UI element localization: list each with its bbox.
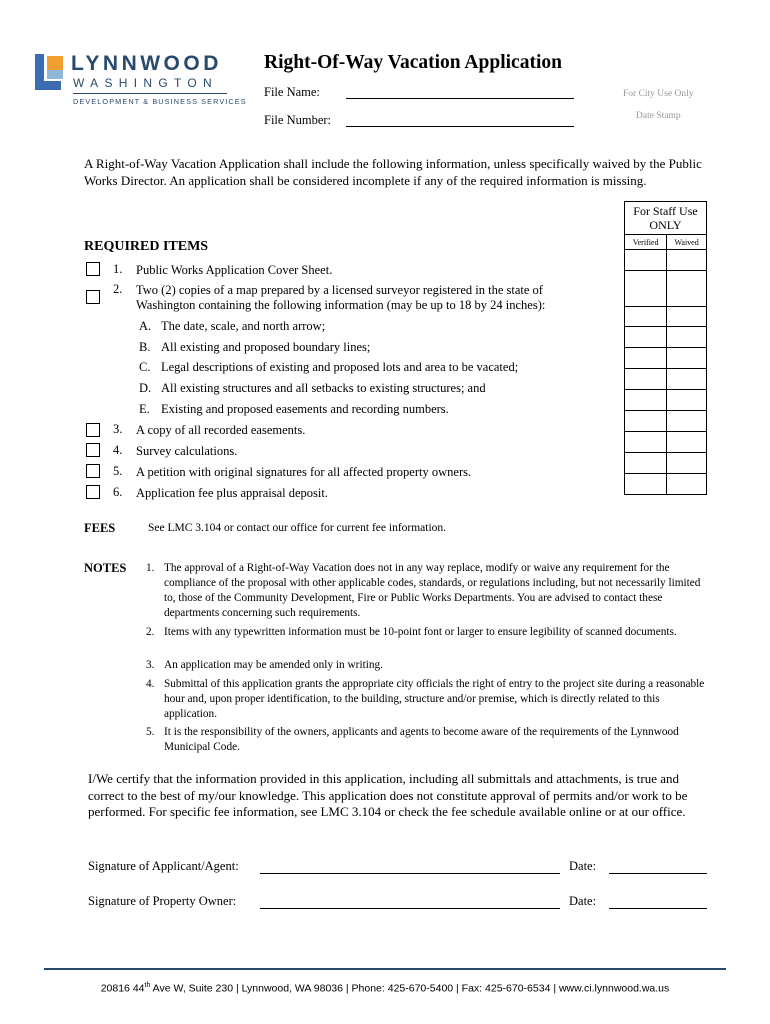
subitem-text: The date, scale, and north arrow; bbox=[161, 319, 326, 333]
note-text: Items with any typewritten information must be 10-point font or larger to ensure legibility of scanned documents. bbox=[164, 626, 677, 638]
subitem-letter: B. bbox=[139, 340, 151, 354]
waived-cell[interactable] bbox=[667, 432, 707, 453]
subitem-letter: A. bbox=[139, 319, 152, 333]
item-3-checkbox[interactable] bbox=[86, 423, 100, 437]
waived-cell[interactable] bbox=[667, 474, 707, 495]
verified-cell[interactable] bbox=[625, 250, 667, 271]
item-number: 1. bbox=[113, 262, 123, 276]
item-5-checkbox[interactable] bbox=[86, 464, 100, 478]
subitem-letter: E. bbox=[139, 402, 150, 416]
applicant-date-field[interactable] bbox=[609, 873, 707, 874]
footer-address-rest: Ave W, Suite 230 | Lynnwood, WA 98036 | Phone: 425-670-5400 | Fax: 425-670-6534 | www.ci.lynnwood.wa.us bbox=[150, 982, 670, 995]
file-number-label: File Number: bbox=[264, 113, 332, 127]
lynnwood-logo-mark-icon bbox=[35, 54, 65, 90]
owner-date-label: Date: bbox=[569, 894, 597, 908]
file-name-label: File Name: bbox=[264, 85, 320, 99]
subitem-text: All existing structures and all setbacks to existing structures; and bbox=[161, 381, 486, 395]
applicant-signature-label: Signature of Applicant/Agent: bbox=[88, 859, 239, 873]
note-text: The approval of a Right-of-Way Vacation does not in any way replace, modify or waive any requirement for the compliance of the proposal with other applicable codes, standards, or regulations including, but not necessarily limited to, those of the Community Development, Fire or Public Works Departments. You are advised to contact these departments concerning such requirements. bbox=[164, 562, 701, 619]
required-item-text: Public Works Application Cover Sheet. bbox=[136, 263, 333, 277]
owner-signature-field[interactable] bbox=[260, 908, 560, 909]
footer-address bbox=[0, 982, 770, 995]
required-items-heading: REQUIRED ITEMS bbox=[84, 239, 209, 254]
waived-cell[interactable] bbox=[667, 390, 707, 411]
file-number-field[interactable] bbox=[346, 126, 574, 127]
logo-state-name: WASHINGTON bbox=[73, 76, 219, 90]
verified-cell[interactable] bbox=[625, 271, 667, 307]
waived-column-header: Waived bbox=[667, 235, 707, 250]
date-stamp-note: Date Stamp bbox=[636, 111, 681, 121]
item-number: 5. bbox=[113, 464, 123, 478]
verified-cell[interactable] bbox=[625, 411, 667, 432]
item-number: 6. bbox=[113, 485, 123, 499]
subitem-text: Existing and proposed easements and recording numbers. bbox=[161, 402, 449, 416]
subitem-letter: D. bbox=[139, 381, 152, 395]
note-number: 1. bbox=[146, 562, 155, 574]
verified-cell[interactable] bbox=[625, 453, 667, 474]
footer-superscript: th bbox=[144, 982, 151, 989]
note-text: Submittal of this application grants the appropriate city officials the right of entry to the project site during a reasonable hour and, upon proper identification, to the building, structure and/or premise, which is directly related to this application. bbox=[164, 678, 705, 720]
verified-cell[interactable] bbox=[625, 307, 667, 327]
certification-paragraph: I/We certify that the information provided in this application, including all submittals and attachments, is true and correct to the best of my/our knowledge. This application does not constitute approval of permits and/or work to be performed. For specific fee information, see LMC 3.104 or check the fee schedule available online or at our office. bbox=[88, 771, 688, 819]
notes-label: NOTES bbox=[84, 561, 127, 575]
item-1-checkbox[interactable] bbox=[86, 262, 100, 276]
waived-cell[interactable] bbox=[667, 327, 707, 348]
applicant-date-label: Date: bbox=[569, 859, 597, 873]
verified-column-header: Verified bbox=[625, 235, 667, 250]
staff-use-table bbox=[624, 201, 707, 495]
note-number: 2. bbox=[146, 626, 155, 638]
item-4-checkbox[interactable] bbox=[86, 443, 100, 457]
required-item-text: Survey calculations. bbox=[136, 444, 238, 458]
item-number: 2. bbox=[113, 282, 123, 296]
verified-cell[interactable] bbox=[625, 474, 667, 495]
waived-cell[interactable] bbox=[667, 250, 707, 271]
note-number: 5. bbox=[146, 726, 155, 738]
verified-cell[interactable] bbox=[625, 369, 667, 390]
required-item-text-line-1: Two (2) copies of a map prepared by a licensed surveyor registered in the state of bbox=[136, 283, 543, 297]
applicant-signature-field[interactable] bbox=[260, 873, 560, 874]
verified-cell[interactable] bbox=[625, 390, 667, 411]
fees-label: FEES bbox=[84, 521, 116, 535]
required-item-text-line-2: Washington containing the following information (may be up to 18 by 24 inches): bbox=[136, 298, 546, 312]
footer-address-start: 20816 44 bbox=[100, 982, 145, 995]
owner-signature-label: Signature of Property Owner: bbox=[88, 894, 237, 908]
owner-date-field[interactable] bbox=[609, 908, 707, 909]
footer-divider bbox=[44, 968, 726, 970]
logo-department: DEVELOPMENT & BUSINESS SERVICES bbox=[73, 97, 247, 106]
waived-cell[interactable] bbox=[667, 271, 707, 307]
logo-divider bbox=[73, 93, 227, 94]
verified-cell[interactable] bbox=[625, 432, 667, 453]
required-item-text: A copy of all recorded easements. bbox=[136, 423, 306, 437]
item-2-checkbox[interactable] bbox=[86, 290, 100, 304]
note-number: 3. bbox=[146, 659, 155, 671]
subitem-letter: C. bbox=[139, 360, 151, 374]
required-item-text: Application fee plus appraisal deposit. bbox=[136, 486, 328, 500]
staff-use-header: For Staff Use ONLY bbox=[625, 202, 707, 235]
file-name-field[interactable] bbox=[346, 98, 574, 99]
page-title: Right-Of-Way Vacation Application bbox=[264, 52, 562, 73]
note-text: An application may be amended only in writing. bbox=[164, 659, 383, 671]
waived-cell[interactable] bbox=[667, 369, 707, 390]
waived-cell[interactable] bbox=[667, 348, 707, 369]
verified-cell[interactable] bbox=[625, 327, 667, 348]
item-number: 4. bbox=[113, 443, 123, 457]
required-item-text: A petition with original signatures for all affected property owners. bbox=[136, 465, 472, 479]
subitem-text: All existing and proposed boundary lines; bbox=[161, 340, 371, 354]
item-number: 3. bbox=[113, 422, 123, 436]
verified-cell[interactable] bbox=[625, 348, 667, 369]
item-6-checkbox[interactable] bbox=[86, 485, 100, 499]
logo-city-name: LYNNWOOD bbox=[71, 52, 222, 75]
waived-cell[interactable] bbox=[667, 411, 707, 432]
note-number: 4. bbox=[146, 678, 155, 690]
fees-text: See LMC 3.104 or contact our office for current fee information. bbox=[148, 522, 447, 534]
intro-paragraph: A Right-of-Way Vacation Application shall include the following information, unless specifically waived by the Public Works Director. An application shall be considered incomplete if any of the required information is missing. bbox=[84, 156, 702, 188]
city-use-note: For City Use Only bbox=[623, 89, 694, 99]
waived-cell[interactable] bbox=[667, 453, 707, 474]
lynnwood-logo bbox=[35, 52, 247, 110]
waived-cell[interactable] bbox=[667, 307, 707, 327]
subitem-text: Legal descriptions of existing and proposed lots and area to be vacated; bbox=[161, 360, 519, 374]
note-text: It is the responsibility of the owners, applicants and agents to become aware of the requirements of the Lynnwood Municipal Code. bbox=[164, 726, 679, 753]
